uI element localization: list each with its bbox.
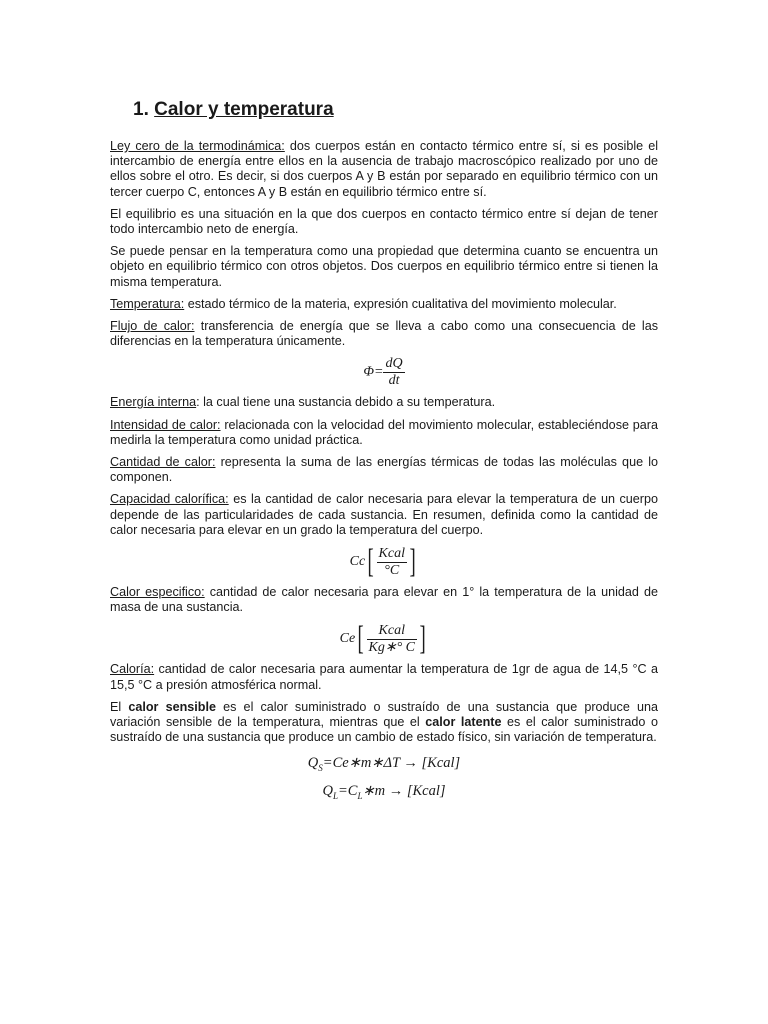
formula-cc-denominator: °C <box>384 562 400 578</box>
formula-flux-fraction <box>383 356 404 389</box>
formula-ql-q: Q <box>322 783 333 800</box>
formula-ql-mid: =C <box>337 783 358 800</box>
formula-qs-rhs: =Ce∗m∗ΔT → [Kcal] <box>322 755 461 772</box>
caloria-definition: cantidad de calor necesaria para aumentar la temperatura de 1gr de agua de 14,5 °C a 15,5 °C a presión atmosférica normal. <box>110 662 658 692</box>
cantidad-definition: representa la suma de las energías térmicas de todas las moléculas que lo componen. <box>110 455 658 485</box>
paragraph-equilibrio: El equilibrio es una situación en la que dos cuerpos en contacto térmico entre sí dejan de tener todo intercambio neto de energía. <box>110 206 658 237</box>
paragraph-energia-interna <box>110 395 658 410</box>
section-title <box>133 98 658 122</box>
term-caloria: Caloría: <box>110 662 155 677</box>
formula-qs-sub: S <box>318 763 323 774</box>
paragraph-ley-cero <box>110 139 658 200</box>
paragraph-capacidad <box>110 492 658 538</box>
formula-ce <box>110 622 658 656</box>
capacidad-definition: es la cantidad de calor necesaria para elevar la temperatura de un cuerpo depende de las particularidades de cada sustancia. En resumen, definida como la cantidad de calor necesaria para elevar en un grado la temperatura del cuerpo. <box>110 492 658 537</box>
document-page <box>110 98 658 808</box>
formula-flux-numerator: dQ <box>385 356 403 372</box>
formula-ce-numerator: Kcal <box>367 623 418 640</box>
term-calor-sensible: calor sensible <box>128 699 216 714</box>
especifico-definition: cantidad de calor necesaria para elevar en 1° la temperatura de la unidad de masa de una sustancia. <box>110 585 658 615</box>
formula-ql <box>110 780 658 808</box>
formula-ql-rhs: ∗m → [Kcal] <box>362 783 446 800</box>
formula-flux-lhs: Φ= <box>363 365 384 381</box>
formula-ce-denominator: Kg∗° C <box>368 639 416 655</box>
term-especifico: Calor especifico: <box>110 585 205 600</box>
formula-ce-lhs: Ce <box>339 631 356 647</box>
sensible-definition: es el calor suministrado o sustraído de una sustancia que produce una variación sensible de la temperatura, mientras que el <box>110 699 658 730</box>
energia-interna-definition: : la cual tiene una sustancia debido a su temperatura. <box>196 395 496 410</box>
term-calor-latente: calor latente <box>425 715 502 730</box>
formula-qs <box>110 752 658 780</box>
intensidad-definition: relacionada con la velocidad del movimiento molecular, estableciéndose para medirla la temperatura como unidad práctica. <box>110 417 658 447</box>
term-cantidad: Cantidad de calor: <box>110 455 216 470</box>
paragraph-flujo <box>110 319 658 349</box>
flujo-definition: transferencia de energía que se lleva a cabo como una consecuencia de las diferencias en la temperatura únicamente. <box>110 319 658 349</box>
term-temperatura: Temperatura: <box>110 296 185 311</box>
paragraph-temperatura-propiedad: Se puede pensar en la temperatura como una propiedad que determina cuanto se encuentra un objeto en equilibrio térmico con otros objetos. Dos cuerpos en equilibrio térmico entre si tienen la misma temperatura. <box>110 244 658 289</box>
paragraph-intensidad <box>110 418 658 448</box>
formula-ce-fraction <box>367 623 418 656</box>
latente-definition: es el calor suministrado o sustraído de una sustancia que produce un cambio de estado físico, sin variación de temperatura. <box>110 715 658 745</box>
right-bracket: ] <box>419 620 426 658</box>
term-capacidad: Capacidad calorífica: <box>110 492 229 507</box>
left-bracket: [ <box>367 543 374 581</box>
right-bracket: ] <box>409 543 416 581</box>
paragraph-caloria <box>110 662 658 692</box>
term-intensidad: Intensidad de calor: <box>110 417 221 432</box>
formula-cc-numerator: Kcal <box>378 545 405 561</box>
paragraph-especifico <box>110 585 658 615</box>
formula-flux-denominator: dt <box>388 373 400 389</box>
ley-cero-definition: dos cuerpos están en contacto térmico entre sí, si es posible el intercambio de energía entre ellos en la ausencia de trabajo macroscópico realizado por uno de ellos sobre el otro. Es decir, si dos cuerpos A y B están por separado en equilibrio térmico con un tercer cuerpo C, entonces A y B están en equilibrio térmico entre sí. <box>110 139 658 199</box>
formula-ql-sub2: L <box>357 791 363 802</box>
section-title-text: Calor y temperatura <box>154 99 334 120</box>
term-energia-interna: Energía interna <box>110 395 197 410</box>
formula-qs-q: Q <box>307 755 319 772</box>
formula-ql-sub: L <box>332 791 338 802</box>
section-number: 1. <box>133 99 149 120</box>
formula-flux <box>110 356 658 389</box>
formula-cc-lhs: Cc <box>349 554 366 570</box>
temperatura-definition: estado térmico de la materia, expresión cualitativa del movimiento molecular. <box>184 296 617 311</box>
sensible-prefix: El <box>110 699 129 714</box>
paragraph-cantidad <box>110 455 658 485</box>
formula-cc <box>110 545 658 579</box>
left-bracket: [ <box>357 620 364 658</box>
paragraph-temperatura <box>110 297 658 312</box>
formula-cc-fraction <box>377 546 407 579</box>
term-ley-cero: Ley cero de la termodinámica: <box>110 139 285 153</box>
term-flujo: Flujo de calor: <box>110 319 195 334</box>
paragraph-sensible-latente <box>110 700 658 746</box>
